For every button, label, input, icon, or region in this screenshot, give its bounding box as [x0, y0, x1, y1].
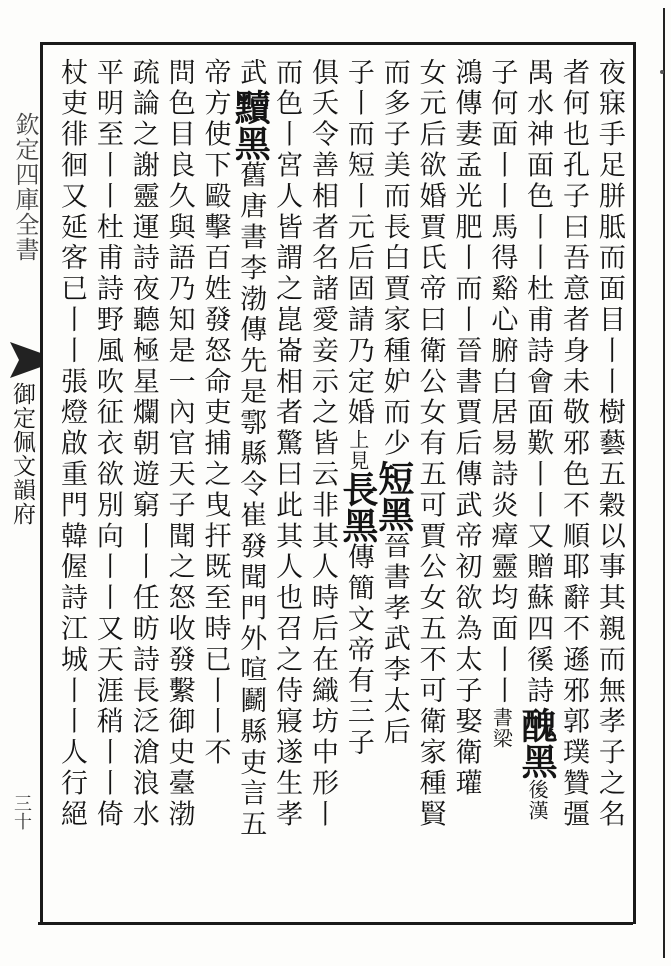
- text-run: 傳簡文帝有三子: [342, 542, 374, 760]
- text-column: [198, 58, 230, 918]
- text-run: 禺水神面色丨丨杜甫詩會面歎丨丨又贈蘇四徯詩: [522, 58, 554, 707]
- text-run: 疏論之謝靈運詩夜聽極星爛朝遊窮丨丨任昉詩長泛滄浪水: [127, 58, 159, 831]
- text-run: 而色丨宮人皆謂之崑崙相者驚曰此其人也召之侍寢遂生孝: [271, 58, 303, 831]
- text-column: [229, 58, 272, 918]
- margin-gutter: [0, 42, 43, 924]
- text-run: 者何也孔子曰吾意者身未敬邪色不順耶辭不遜邪郭璞贊彊: [558, 58, 590, 831]
- entry-heading: 長黑: [336, 470, 379, 543]
- text-column: [127, 58, 159, 918]
- entry-heading: 短黑: [372, 459, 415, 532]
- page-number: 三十: [11, 794, 32, 830]
- text-run: 鴻傳妻孟光肥丨而丨晉書賈后傳武帝初欲為太子娶衛瓘: [450, 58, 482, 800]
- text-run: 女元后欲婚賈氏帝曰衛公女有五可賈公女五不可衛家種賢: [414, 58, 446, 831]
- book-name: 御定佩文韻府: [9, 382, 35, 526]
- fish-tail-mark-icon: [10, 342, 40, 378]
- entry-heading: 醜黑: [516, 706, 559, 779]
- bottom-border: [38, 922, 633, 925]
- text-column: [449, 58, 481, 918]
- text-column: [557, 58, 589, 918]
- text-run: 而多子美而長白賈家種妒而少: [378, 58, 410, 460]
- annotation-text: 書梁: [489, 706, 514, 749]
- text-run: 俱夭令善相者名諸愛妾示之皆云非其人時后在織坊中形丨: [307, 58, 339, 831]
- text-run: 夜寐手足胼胝而面目丨丨樹藝五穀以事其親而無孝子之名: [593, 58, 625, 831]
- right-border: [633, 42, 636, 924]
- text-run: 平明至丨丨杜甫詩野風吹征衣欲別向丨丨又天涯稍丨丨倚: [91, 58, 123, 831]
- text-column: [372, 58, 415, 918]
- main-text: [55, 58, 625, 918]
- text-column: [270, 58, 302, 918]
- text-run: 子丨而短丨元后固請乃定婚: [342, 58, 374, 429]
- text-column: [593, 58, 625, 918]
- text-column: [485, 58, 517, 918]
- text-run: 杖吏徘徊又延客已丨丨張燈啟重門韓偓詩江城丨丨人行絕: [56, 58, 87, 831]
- text-column: [55, 58, 87, 918]
- text-run: 舊唐書李渤傳先是鄠縣令崔發聞門外喧鬬縣吏言五: [235, 160, 267, 841]
- text-run: 子何面丨丨馬得谿心腑白居易詩炎瘴靈均面丨丨: [486, 58, 518, 707]
- entry-heading: 黷黑: [229, 88, 272, 161]
- text-run: 晉書孝武李太后: [378, 531, 410, 749]
- top-border: [40, 42, 633, 45]
- text-run: 問色目良久與語乃知是一內官天子聞之怒收發繫御史臺渤: [163, 58, 195, 831]
- annotation-text: 上見: [345, 428, 370, 471]
- text-column: [163, 58, 195, 918]
- text-run: 帝方使下毆擊百姓發怒命吏捕之曳扞既至時已丨丨不: [199, 58, 231, 769]
- text-column: [306, 58, 338, 918]
- text-column: [336, 58, 379, 918]
- text-column: [414, 58, 446, 918]
- text-column: [91, 58, 123, 918]
- ink-speck: [660, 70, 664, 74]
- collection-title: 欽定四庫全書: [11, 112, 39, 262]
- text-column: [516, 58, 559, 918]
- text-run: 武: [235, 58, 267, 89]
- annotation-text: 後漢: [525, 778, 550, 821]
